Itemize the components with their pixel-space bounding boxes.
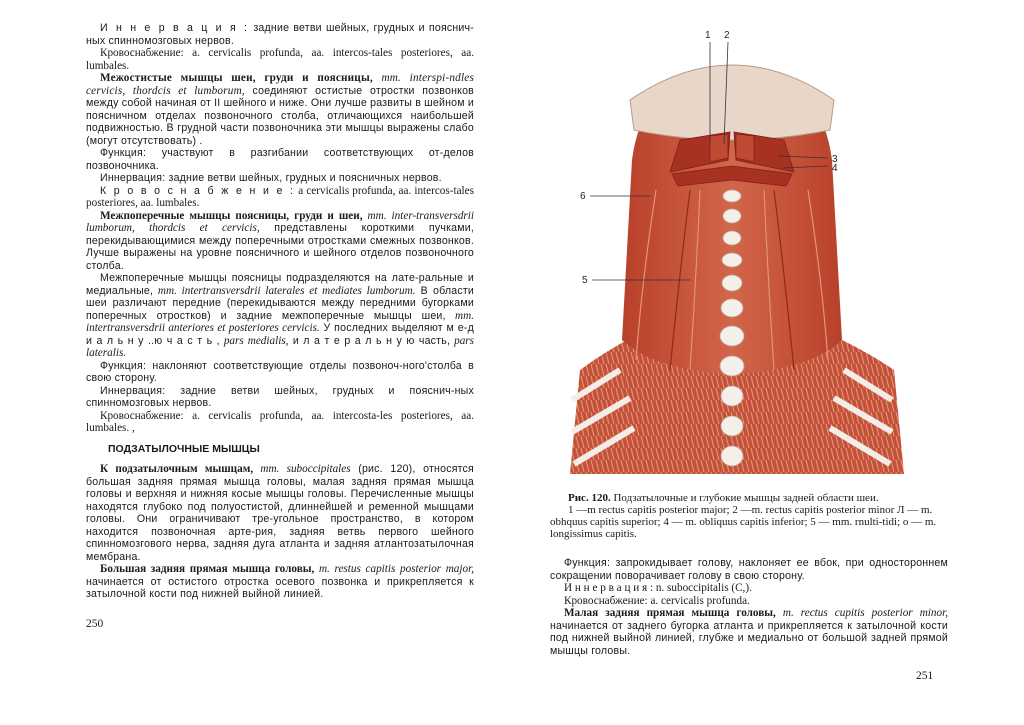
right-page	[512, 0, 1024, 725]
intertransversarii-paragraph: Межпоперечные мышцы поясницы, груди и шеи, mm. inter-transversdrii lumborum, thordcis et cervicis, представлены короткими пучками, перекидывающимися между поперечными отростками смежных позвонков. Лучше выражены на уровне поясничного и шейного отделов позвоночного столба.	[86, 209, 474, 272]
figure-label-3: 3	[832, 154, 838, 165]
figure-label-5: 5	[582, 275, 588, 286]
figure-label-4: 4	[832, 163, 838, 174]
figure-label-1: 1	[705, 30, 711, 41]
caption-legend: 1 —m rectus capitis posterior major; 2 —m. rectus capitis posterior minor Л — m. obhquus capitis superior; 4 — m. obliquus capitis inferior; 5 — mm. rnulti-tidi; o — m. longissimus capitis.	[550, 504, 937, 540]
innervation-1: И н н е р в а ц и я : задние ветви шейных, грудных и пояснич-ных спинномозговых нервов.	[86, 22, 474, 47]
function-major: Функция: запрокидывает голову, наклоняет ее вбок, при одностороннем сокращении поворачивает голову в свою сторону.	[550, 557, 948, 582]
skull-base-shape	[630, 65, 834, 140]
page-number-right: 251	[916, 670, 934, 682]
blood-supply-3: Кровоснабжение: a. cervicalis profunda, aa. intercosta-les posteriores, aa. lumbales. ,	[86, 409, 474, 434]
rectus-minor-paragraph: Малая задняя прямая мышца головы, m. rectus cupitis posterior minor, начинается от заднего бугорка атланта и прикрепляется к затылочной кости под нижней выйной линией, глубже и медиально от большой задней прямой мышцы головы.	[550, 607, 948, 657]
innervation-3: Иннервация: задние ветви шейных, грудных и пояснич-ных спинномозговых нервов.	[86, 384, 474, 409]
figure-caption	[550, 492, 948, 540]
figure-label-6: 6	[580, 191, 586, 202]
interspinales-paragraph: Межостистые мышцы шеи, груди и поясницы, mm. interspi-ndles cervicis, thordcis et lumborum, соединяют остистые отростки позвонков между собой начиная от II шейного и ниже. Они лучше развиты в шейном и поясничном отделах позвоночного столба, отличающихся наибольшей подвижностью. В грудной части позвоночника эти мышцы выражены слабо (могут отсутствовать) .	[86, 72, 474, 147]
caption-title-text: Подзатылочные и глубокие мышцы задней области шеи.	[610, 492, 879, 504]
blood-supply-major: Кровоснабжение: a. cervicalis profunda.	[564, 594, 750, 607]
caption-title: Рис. 120.	[568, 492, 611, 504]
section-heading: ПОДЗАТЫЛОЧНЫЕ МЫШЦЫ	[108, 442, 260, 455]
left-text-column	[86, 22, 474, 601]
innervation-major: И н н е р в а ц и я : n. suboccipitalis (C,).	[564, 582, 752, 594]
intertransversarii-lumborum-paragraph: Межпоперечные мышцы поясницы подразделяются на лате-ральные и медиальные, mm. intertransversdrii laterales et mediates lumborum. В области шеи различают передние (перекидываются между передними бугорками поперечных отростков) и задние межпоперечные мышцы шеи, mm. intertransversdrii anteriores et posteriores cervicis. У последних выделяют м е-д и а л ь н у ..ю ч а с т ь , pars medialis, и л а т е р а л ь н у ю часть, pars lateralis.	[86, 272, 475, 359]
neck-muscles-illustration	[560, 30, 904, 474]
function-1: Функция: участвуют в разгибании соответствующих от-делов позвоночника.	[86, 147, 474, 172]
blood-supply-2: К р о в о с н а б ж е н и е : a cervicalis profunda, aa. intercos-tales posteriores, aa. lumbales.	[86, 184, 474, 209]
right-text-column	[550, 557, 948, 657]
page-number-left: 250	[86, 618, 104, 630]
function-2: Функция: наклоняют соответствующие отделы позвоноч-ного'столба в свою сторону.	[86, 359, 474, 384]
figure-label-2: 2	[724, 30, 730, 41]
blood-supply-1: Кровоснабжение: a. cervicalis profunda, aa. intercos-tales posteriores, aa. lumbales.	[86, 47, 474, 72]
rectus-major-paragraph: Большая задняя прямая мышца головы, m. restus capitis posterior major, начинается от остистого отростка осевого позвонка и прикрепляется к затылочной кости под нижней выйной линией.	[86, 563, 474, 600]
suboccipitales-paragraph: К подзатылочным мышцам, mm. suboccipitales (рис. 120), относятся большая задняя прямая мышца головы, малая задняя прямая мышца головы и верхняя и нижняя косые мышцы головы. Перечисленные мышцы находятся глубоко под полуостистой, длиннейшей и ременной мышцами головы. Они ограничивают тре-угольное пространство, в котором находится позвоночная арте-рия, задняя ветвь первого шейного спинномозгового нерва, задняя дуга атланта и задняя атлантозатылочная мембрана.	[86, 463, 474, 563]
innervation-2: Иннервация: задние ветви шейных, грудных и поясничных нервов.	[100, 172, 442, 184]
